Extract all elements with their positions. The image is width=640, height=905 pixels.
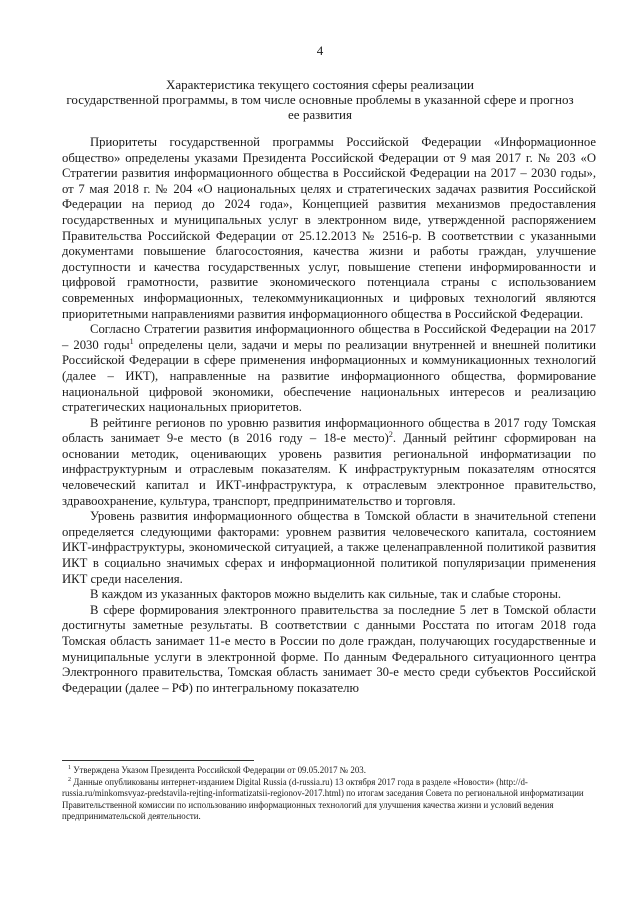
heading-line-3: ее развития (288, 107, 352, 122)
paragraph-priorities: Приоритеты государственной программы Российской Федерации «Информационное общество» определены указами Президента Российской Федерации от 9 мая 2017 г. № 203 «О Стратегии развития информационного общества в Российской Федерации на 2017 – 2030 годы», от 7 мая 2018 г. № 204 «О национальных целях и стратегических задачах развития Российской Федерации на период до 2024 года», Концепцией развития механизмов предоставления государственных и муниципальных услуг в электронном виде, утвержденной распоряжением Правительства Российской Федерации от 25.12.2013 № 2516-р. В соответствии с указанными документами повышение благосостояния, качества жизни и работы граждан, улучшение доступности и качества государственных услуг, повышение степени информированности и цифровой грамотности, развитие экономического потенциала страны с использованием современных информационных, телекоммуникационных и цифровых технологий являются приоритетными направлениями развития информационного общества в Российской Федерации. (62, 135, 596, 321)
paragraph-strategy-text: Согласно Стратегии развития информационного общества в Российской Федерации на 2017 – 2030 годы (62, 322, 596, 352)
paragraph-e-government: В сфере формирования электронного правительства за последние 5 лет в Томской области достигнуты заметные результаты. В соответствии с данными Росстата по итогам 2018 года Томская область занимает 11-е место в России по доле граждан, получающих государственные и муниципальные услуги в электронной форме. По данным Федерального ситуационного центра Электронного правительства, Томская область занимает 30-е место среди субъектов Российской Федерации (далее – РФ) по интегральному показателю (62, 602, 596, 695)
body-text (62, 135, 596, 696)
paragraph-factors: Уровень развития информационного общества в Томской области в значительной степени определяется следующими факторами: уровнем развития человеческого капитала, состоянием ИКТ-инфраструктуры, экономической ситуацией, а также целенаправленной политикой развития ИКТ в социально значимых сферах и информационной политикой популяризации применения ИКТ среди населения. (62, 509, 596, 586)
paragraph-strengths: В каждом из указанных факторов можно выделить как сильные, так и слабые стороны. (90, 587, 562, 602)
footnote-ref-1[interactable]: 1 (129, 336, 134, 346)
heading-line-1: Характеристика текущего состояния сферы реализации (165, 77, 475, 92)
footnote-ref-2[interactable]: 2 (388, 430, 393, 440)
paragraph-rating (62, 416, 596, 510)
paragraph-strategy-text-cont: определены цели, задачи и меры по реализации внутренней и внешней политики Российской Федерации в сфере применения информационных и коммуникационных технологий (далее – ИКТ), направленные на развитие информационного общества, формирование национальной цифровой экономики, обеспечение национальных интересов и реализацию стратегических национальных приоритетов. (62, 337, 596, 415)
footnote-1-mark: 1 (68, 765, 71, 772)
footnote-2-text: Данные опубликованы интернет-изданием Digital Russia (d-russia.ru) 13 октября 2017 года в разделе «Новости» (http://d-russia.ru/minkomsvyaz-predstavila-rejting-informatizatsii-regionov-2017.html) по итогам заседания Совета по региональной информатизации Правительственной комиссии по использованию информационных технологий для улучшения качества жизни и условий ведения предпринимательской деятельности. (62, 776, 584, 822)
footnote-1 (62, 765, 596, 777)
footnote-divider (62, 760, 254, 761)
paragraph-rating-text-cont: . Данный рейтинг сформирован на основании методик, оценивающих уровень развития региональной информатизации по инфраструктурным и отраслевым показателям. К инфраструктурным показателям относятся человеческий капитал и ИКТ-инфраструктура, к отраслевым электронное правительство, здравоохранение, культура, транспорт, предпринимательство и торговля. (62, 431, 596, 508)
footnote-1-text: Утверждена Указом Президента Российской Федерации от 09.05.2017 № 203. (71, 765, 366, 775)
heading-line-2: государственной программы, в том числе основные проблемы в указанной сфере и прогноз (66, 92, 574, 107)
paragraph-strategy (62, 322, 596, 416)
section-heading (55, 77, 585, 122)
footnotes (62, 765, 596, 823)
footnote-2 (62, 777, 596, 823)
page-number: 4 (316, 43, 324, 58)
paragraph-rating-text: В рейтинге регионов по уровню развития информационного общества в 2017 году Томская область занимает 9-е место (в 2016 году – 18-е место) (62, 415, 596, 446)
footnote-2-mark: 2 (68, 776, 71, 783)
